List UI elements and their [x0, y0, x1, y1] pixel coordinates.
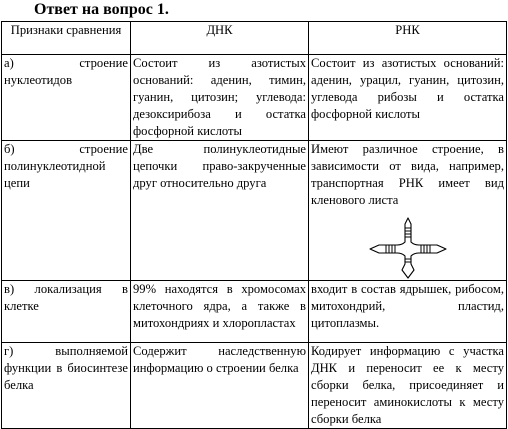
feature-cell: г) выполняемой функции в биосинтезе белка [2, 343, 131, 429]
rna-cell: входит в состав ядрышек, рибосом, митохондрий, пластид, цитоплазмы. [309, 281, 507, 343]
header-features: Признаки сравнения [2, 22, 131, 55]
dna-cell: 99% находятся в хромосомах клеточного ядра, а также в митохондриях и хлоропластах [131, 281, 309, 343]
feature-cell: в) локализация в клетке [2, 281, 131, 343]
rna-cell-text: Имеют различное строение, в зависимости от вида, например, транспортная РНК имеет вид кленового листа [311, 142, 504, 207]
rna-cell: Состоит из азотистых оснований: аденин, урацил, гуанин, цитозин, углевода рибозы и остатка фосфорной кислоты [309, 55, 507, 141]
header-dna: ДНК [131, 22, 309, 55]
answer-title: Ответ на вопрос 1. [34, 1, 169, 18]
feature-cell: а) строение нуклеотидов [2, 55, 131, 141]
feature-cell: б) строение полинуклеотидной цепи [2, 141, 131, 281]
rna-cell: Кодирует информацию с участка ДНК и переносит ее к месту сборки белка, присоединяет и переносит аминокислоты к месту сборки белка [309, 343, 507, 429]
trna-cloverleaf-icon [367, 216, 449, 280]
rna-cell [309, 141, 507, 281]
table-header-row [2, 22, 507, 55]
table-row [2, 55, 507, 141]
table-row [2, 141, 507, 281]
dna-cell: Содержит наследственную информацию о строении белка [131, 343, 309, 429]
table-row [2, 343, 507, 429]
table-row [2, 281, 507, 343]
dna-cell: Состоит из азотистых оснований: аденин, тимин, гуанин, цитозин; углевода: дезоксирибоза и остатка фосфорной кислоты [131, 55, 309, 141]
header-rna: РНК [309, 22, 507, 55]
dna-cell: Две полинуклеотидные цепочки право-закрученные друг относительно друга [131, 141, 309, 281]
comparison-table [1, 21, 507, 429]
